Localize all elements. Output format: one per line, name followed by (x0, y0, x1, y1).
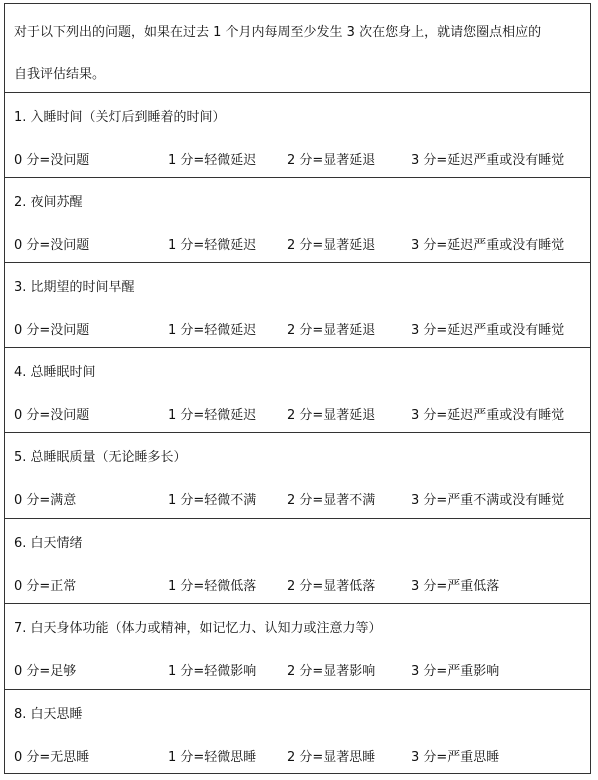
question-7 (5, 604, 590, 690)
option-3-points[interactable]: 3 分=严重思睡 (411, 750, 500, 765)
option-1-point[interactable]: 1 分=轻微低落 (168, 579, 257, 594)
option-row (14, 324, 584, 338)
option-3-points[interactable]: 3 分=延迟严重或没有睡觉 (411, 238, 565, 253)
option-0-points[interactable]: 0 分=没问题 (14, 323, 90, 338)
option-0-points[interactable]: 0 分=足够 (14, 664, 77, 679)
option-1-point[interactable]: 1 分=轻微影响 (168, 664, 257, 679)
question-title: 1. 入睡时间（关灯后到睡着的时间） (14, 110, 226, 125)
question-4 (5, 348, 590, 433)
option-2-points[interactable]: 2 分=显著延退 (287, 238, 376, 253)
questionnaire-table (4, 3, 591, 774)
option-0-points[interactable]: 0 分=满意 (14, 493, 77, 508)
option-3-points[interactable]: 3 分=严重影响 (411, 664, 500, 679)
option-2-points[interactable]: 2 分=显著延退 (287, 408, 376, 423)
question-2 (5, 178, 590, 263)
question-title: 5. 总睡眠质量（无论睡多长） (14, 450, 187, 465)
question-title: 2. 夜间苏醒 (14, 195, 83, 210)
option-0-points[interactable]: 0 分=正常 (14, 579, 77, 594)
question-5 (5, 433, 590, 519)
option-0-points[interactable]: 0 分=无思睡 (14, 750, 90, 765)
option-3-points[interactable]: 3 分=延迟严重或没有睡觉 (411, 323, 565, 338)
option-1-point[interactable]: 1 分=轻微延迟 (168, 238, 257, 253)
question-title: 6. 白天情绪 (14, 536, 83, 551)
option-2-points[interactable]: 2 分=显著不满 (287, 493, 376, 508)
option-row (14, 154, 584, 168)
option-2-points[interactable]: 2 分=显著延退 (287, 153, 376, 168)
option-3-points[interactable]: 3 分=延迟严重或没有睡觉 (411, 408, 565, 423)
instructions-line-1: 对于以下列出的问题，如果在过去 1 个月内每周至少发生 3 次在您身上，就请您圈点相应的 (14, 25, 542, 40)
option-2-points[interactable]: 2 分=显著思睡 (287, 750, 376, 765)
question-title: 3. 比期望的时间早醒 (14, 280, 135, 295)
question-3 (5, 263, 590, 348)
option-3-points[interactable]: 3 分=延迟严重或没有睡觉 (411, 153, 565, 168)
option-2-points[interactable]: 2 分=显著影响 (287, 664, 376, 679)
option-1-point[interactable]: 1 分=轻微不满 (168, 493, 257, 508)
option-row (14, 494, 584, 508)
question-title: 8. 白天思睡 (14, 707, 83, 722)
question-title: 7. 白天身体功能（体力或精神，如记忆力、认知力或注意力等） (14, 621, 382, 636)
question-1 (5, 93, 590, 178)
option-1-point[interactable]: 1 分=轻微延迟 (168, 153, 257, 168)
option-2-points[interactable]: 2 分=显著延退 (287, 323, 376, 338)
option-0-points[interactable]: 0 分=没问题 (14, 153, 90, 168)
option-row (14, 580, 584, 594)
instructions-line-2: 自我评估结果。 (14, 67, 106, 82)
option-row (14, 409, 584, 423)
option-row (14, 751, 584, 765)
option-0-points[interactable]: 0 分=没问题 (14, 238, 90, 253)
option-row (14, 239, 584, 253)
option-row (14, 665, 584, 679)
option-3-points[interactable]: 3 分=严重低落 (411, 579, 500, 594)
option-1-point[interactable]: 1 分=轻微思睡 (168, 750, 257, 765)
option-1-point[interactable]: 1 分=轻微延迟 (168, 323, 257, 338)
question-8 (5, 690, 590, 775)
question-title: 4. 总睡眠时间 (14, 365, 96, 380)
option-2-points[interactable]: 2 分=显著低落 (287, 579, 376, 594)
instructions-cell (5, 4, 590, 93)
option-1-point[interactable]: 1 分=轻微延迟 (168, 408, 257, 423)
option-0-points[interactable]: 0 分=没问题 (14, 408, 90, 423)
option-3-points[interactable]: 3 分=严重不满或没有睡觉 (411, 493, 565, 508)
question-6 (5, 519, 590, 604)
